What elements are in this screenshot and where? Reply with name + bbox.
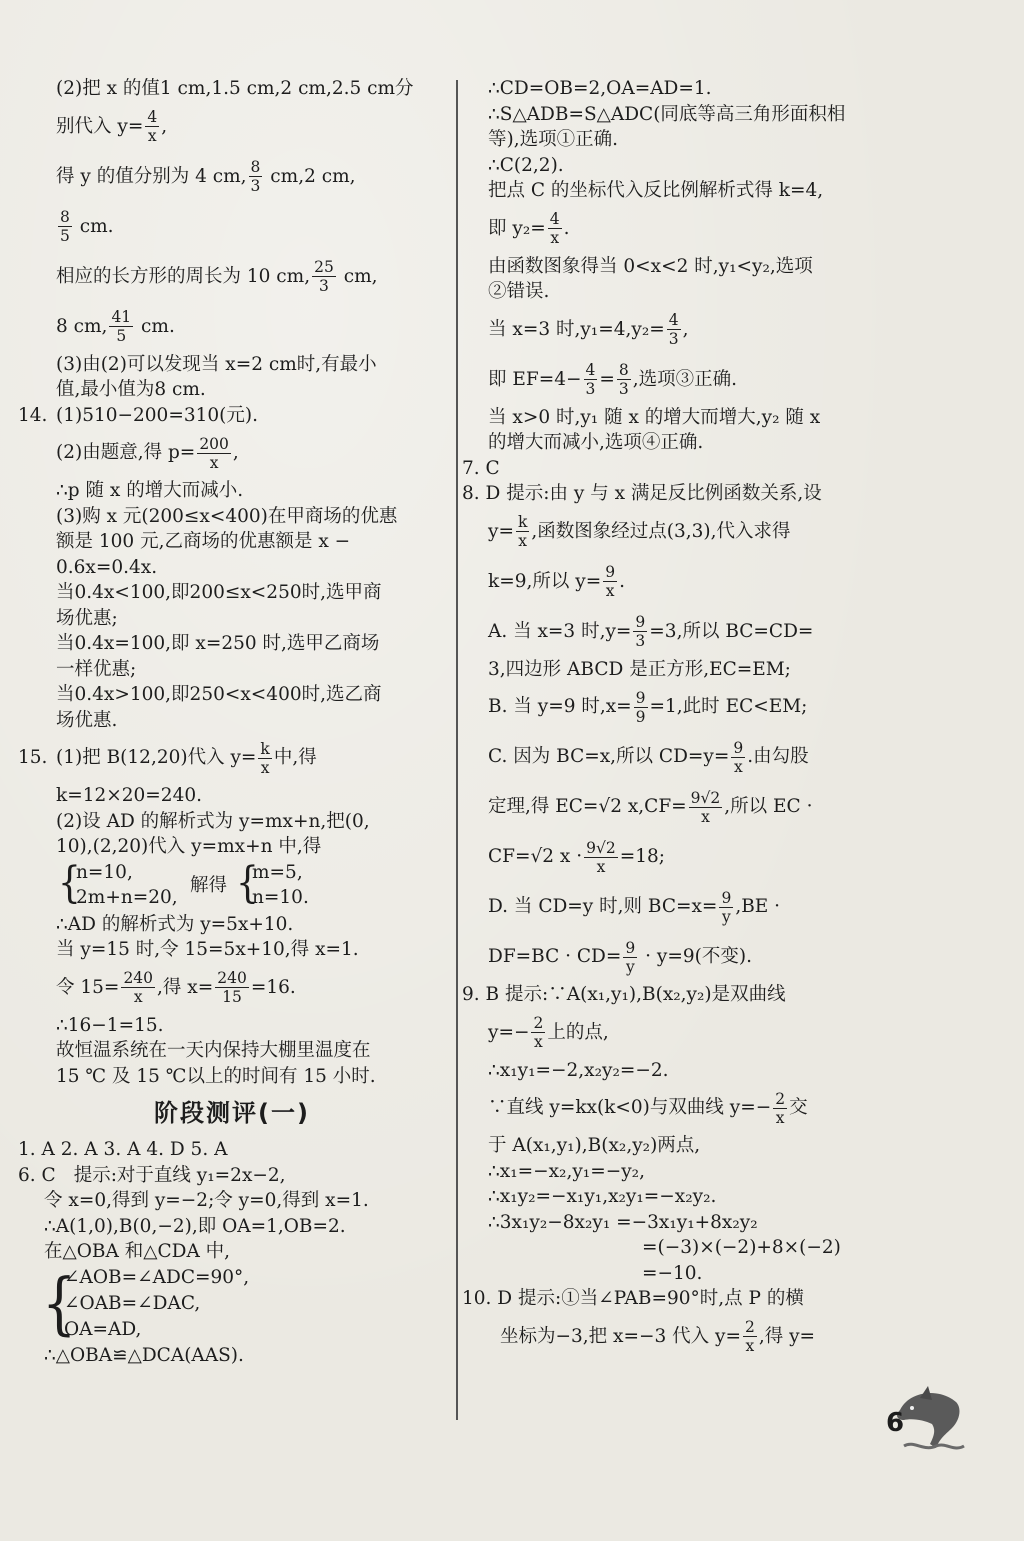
text-line: 在△OBA 和△CDA 中, [44,1241,231,1262]
text-line: ∴3x₁y₂−8x₂y₁ =−3x₁y₁+8x₂y₂ [488,1211,758,1233]
fraction: $\frac{9}{x}$ [733,738,744,776]
fraction: $\frac{9}{y}$ [625,938,636,976]
text-line: 10),(2,20)代入 y=mx+n 中,得 [56,836,322,857]
text-line: 当 x=3 时,y₁=4,y₂= $\frac{4}{3}$ , [488,311,689,348]
fraction: $\frac{41}{5}$ [111,308,132,345]
fraction: $\frac{9}{x}$ [605,563,616,600]
fraction: $\frac{8}{3}$ [618,361,629,398]
right-column [462,76,892,1362]
fraction: $\frac{k}{x}$ [517,513,528,550]
text-line: 场优惠; [56,607,118,629]
text-line: C. 因为 BC=x,所以 CD=y= $\frac{9}{x}$ .由勾股 [488,738,809,776]
question-15: 15. (1)把 B(12,20)代入 y= $\frac{k}{x}$ 中,得 [18,739,317,777]
text-line: 相应的长方形的周长为 10 cm, $\frac{25}{3}$ cm, [56,258,378,295]
text-line: 3,四边形 ABCD 是正方形,EC=EM; [488,658,791,680]
text-line: 把点 C 的坐标代入反比例解析式得 k=4, [488,180,824,201]
text-line: 令 15= $\frac{240}{x}$ ,得 x= $\frac{240}{15}$ =16. [56,969,296,1006]
text-line: y=− $\frac{2}{x}$ 上的点, [488,1014,609,1051]
fraction: $\frac{9}{9}$ [635,688,646,726]
fraction: $\frac{9}{3}$ [635,613,646,650]
text-line: 当0.4x=100,即 x=250 时,选甲乙商场 [56,633,380,654]
fraction: $\frac{8}{5}$ [60,208,70,245]
text-line: A. 当 x=3 时,y= $\frac{9}{3}$ =3,所以 BC=CD= [488,613,814,650]
text-line: ∴A(1,0),B(0,−2),即 OA=1,OB=2. [44,1215,346,1237]
answers-1-5: 1. A 2. A 3. A 4. D 5. A [18,1139,228,1160]
text-line: D. 当 CD=y 时,则 BC=x= $\frac{9}{y}$ ,BE · [488,888,781,926]
equation-system: { n=10, 2m+n=20, 解得 { m=5, n=10. [18,860,446,912]
text-line: ∴p 随 x 的增大而减小. [56,480,244,501]
text-line: 当 x>0 时,y₁ 随 x 的增大而增大,y₂ 随 x [488,406,821,428]
brace: { [58,858,81,908]
text-line: 别代入 y= $\frac{4}{x}$ , [56,108,168,145]
text-line: ∴S△ADB=S△ADC(同底等高三角形面积相 [488,103,846,125]
text-line: 0.6x=0.4x. [56,556,158,578]
fraction: $\frac{4}{x}$ [549,210,560,247]
fraction: $\frac{9√2}{x}$ [586,838,616,876]
text-line: (2)设 AD 的解析式为 y=mx+n,把(0, [56,810,370,832]
section-heading: 阶段测评(一) [154,1099,310,1127]
text-line: 坐标为−3,把 x=−3 代入 y= $\frac{2}{x}$ ,得 y= [500,1318,816,1355]
fraction: $\frac{8}{3}$ [250,158,261,195]
brace: { [236,858,259,908]
fraction: $\frac{2}{x}$ [775,1089,786,1127]
fraction: $\frac{4}{3}$ [668,311,679,348]
text-line: B. 当 y=9 时,x= $\frac{9}{9}$ =1,此时 EC<EM; [488,688,808,726]
question-10: 10. D 提示:①当∠PAB=90°时,点 P 的横 [462,1288,804,1309]
fraction: $\frac{4}{3}$ [585,361,596,398]
text-line: y= $\frac{k}{x}$ ,函数图象经过点(3,3),代入求得 [488,513,791,550]
text-line: ∵直线 y=kx(k<0)与双曲线 y=− $\frac{2}{x}$ 交 [488,1089,808,1127]
text-line: (2)把 x 的值1 cm,1.5 cm,2 cm,2.5 cm分 [56,78,414,99]
text-line: (2)由题意,得 p= $\frac{200}{x}$ , [56,434,239,472]
text-line: 由函数图象得当 0<x<2 时,y₁<y₂,选项 [488,255,813,277]
text-line: 当 y=15 时,令 15=5x+10,得 x=1. [56,939,359,960]
fraction: $\frac{25}{3}$ [314,258,334,295]
fraction: $\frac{k}{x}$ [260,739,270,777]
answer-7: 7. C [462,457,500,479]
text-line: $\frac{8}{5}$ cm. [60,208,114,245]
question-14: 14. (1)510−200=310(元). [18,404,258,426]
text-line: 定理,得 EC=√2 x,CF= $\frac{9√2}{x}$ ,所以 EC · [488,788,813,826]
text-line: ∴16−1=15. [56,1014,164,1036]
fraction: $\frac{9√2}{x}$ [690,788,721,826]
text-line: ∴x₁y₁=−2,x₂y₂=−2. [488,1059,669,1081]
text-line: CF=√2 x · $\frac{9√2}{x}$ =18; [488,838,666,876]
text-line: 即 EF=4− $\frac{4}{3}$ = $\frac{8}{3}$ ,选项③正确. [488,361,738,398]
text-line: 当0.4x<100,即200≤x<250时,选甲商 [56,582,382,603]
equation-system: { ∠AOB=∠ADC=90°, ∠OAB=∠DAC, OA=AD, [18,1265,446,1343]
text-line: =−10. [642,1262,703,1284]
text-line: 额是 100 元,乙商场的优惠额是 x − [56,531,351,552]
text-line: DF=BC · CD= $\frac{9}{y}$ · y=9(不变). [488,938,752,976]
text-line: 15 ℃ 及 15 ℃以上的时间有 15 小时. [56,1065,376,1087]
fraction: $\frac{2}{x}$ [744,1318,755,1355]
fraction: $\frac{9}{y}$ [721,888,732,926]
text-line: k=9,所以 y= $\frac{9}{x}$ . [488,563,625,600]
text-line: =(−3)×(−2)+8×(−2) [642,1237,841,1258]
text-line: ∴△OBA≌△DCA(AAS). [44,1344,244,1366]
text-line: 值,最小值为8 cm. [56,379,206,400]
text-line: 故恒温系统在一天内保持大棚里温度在 [56,1040,371,1061]
text-line: ∴C(2,2). [488,154,564,176]
text-line: ∴AD 的解析式为 y=5x+10. [56,913,294,935]
question-8: 8. D 提示:由 y 与 x 满足反比例函数关系,设 [462,483,822,504]
fraction: $\frac{4}{x}$ [147,108,158,145]
text-line: 一样优惠; [56,658,137,680]
brace: { [42,1263,77,1343]
text-line: 得 y 的值分别为 4 cm, $\frac{8}{3}$ cm,2 cm, [56,158,356,195]
question-6: 6. C 提示:对于直线 y₁=2x−2, [18,1164,286,1186]
text-line: 即 y₂= $\frac{4}{x}$ . [488,210,570,247]
text-line: ②错误. [488,281,550,302]
text-line: ∴x₁y₂=−x₁y₁,x₂y₁=−x₂y₂. [488,1186,717,1207]
text-line: ∴CD=OB=2,OA=AD=1. [488,78,712,99]
fraction: $\frac{200}{x}$ [199,434,229,472]
text-line: (3)由(2)可以发现当 x=2 cm时,有最小 [56,353,377,375]
text-line: 等),选项①正确. [488,129,618,150]
left-column [18,76,446,1368]
text-line: 令 x=0,得到 y=−2;令 y=0,得到 x=1. [44,1190,369,1211]
text-line: (3)购 x 元(200≤x<400)在甲商场的优惠 [56,505,398,527]
fraction: $\frac{240}{15}$ [217,969,247,1006]
question-9: 9. B 提示:∵A(x₁,y₁),B(x₂,y₂)是双曲线 [462,984,786,1005]
fraction: $\frac{240}{x}$ [123,969,154,1006]
text-line: 8 cm, $\frac{41}{5}$ cm. [56,308,175,345]
text-line: k=12×20=240. [56,785,202,806]
page-number: 6 [886,1408,905,1438]
text-line: 当0.4x>100,即250<x<400时,选乙商 [56,684,382,705]
fraction: $\frac{2}{x}$ [533,1014,544,1051]
text-line: 于 A(x₁,y₁),B(x₂,y₂)两点, [488,1135,701,1156]
text-line: ∴x₁=−x₂,y₁=−y₂, [488,1160,645,1182]
column-divider [456,80,458,1420]
text-line: 场优惠. [56,709,118,731]
text-line: 的增大而减小,选项④正确. [488,432,704,453]
